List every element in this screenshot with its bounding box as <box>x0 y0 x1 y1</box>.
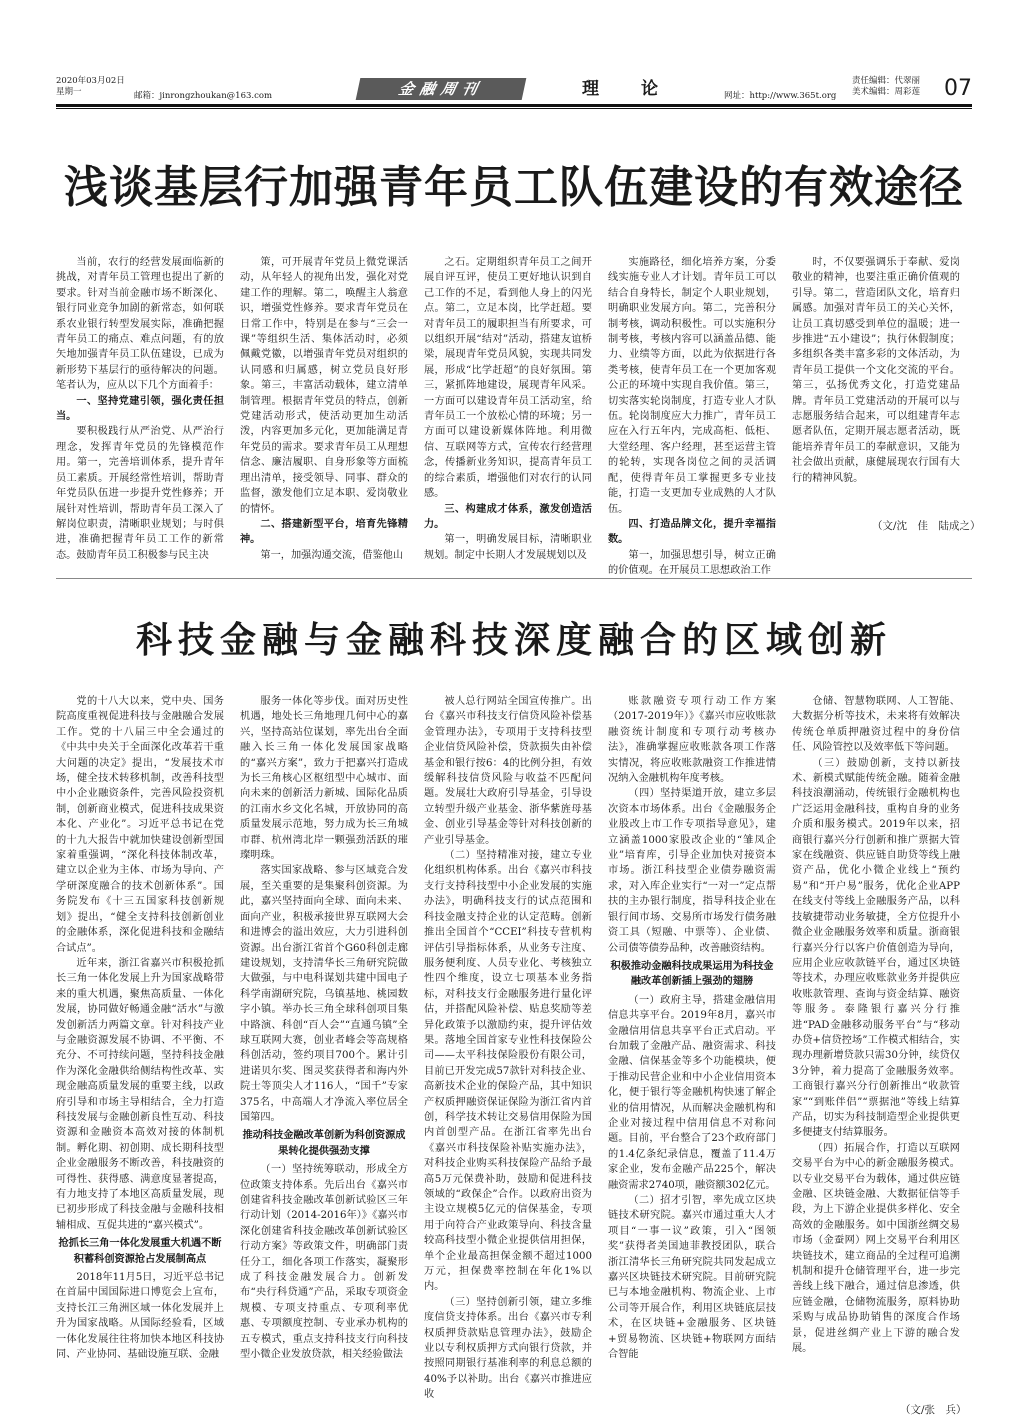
paragraph: （三）坚持创新引领，建立多维度信贷支持体系。出台《嘉兴市专利权质押贷款贴息管理办法》，鼓励企业以专利权质押方式向银行贷款，并按照同期银行基准利率的利息总额的40%予以补助。出台《嘉兴市推进应收 <box>424 1296 592 1401</box>
article1-column <box>240 255 408 561</box>
article1-byline: （文/沈 佳 陆成之） <box>872 520 981 532</box>
subheading: 二、搭建新型平台，培育先锋精神。 <box>240 517 408 546</box>
article2-column <box>56 694 224 1400</box>
article2-column <box>792 694 960 1400</box>
paragraph: 近年来，浙江省嘉兴市积极抢抓长三角一体化发展上升为国家战略带来的重大机遇，聚焦高质量、一体化发展，协同做好畅通金融“活水”与激发创新活力两篇文章。针对科技产业与金融资源发展不协调、不平衡、不充分、不可持续问题，坚持科技金融作为深化金融供给侧结构性改革、实现金融高质量发展的重要主线，以政府引导和市场主导相结合，全力打造科技发展与金融创新良性互动、科技资源和金融资本高效对接的体制机制。孵化期、初创期、成长期科技型企业金融服务不断改善，科技融资的可得性、获得感、满意度显著提高，有力地支持了本地区高质量发展，现已初步形成了科技金融与金融科技相辅相成、互促共进的“嘉兴模式”。 <box>56 957 224 1231</box>
paragraph: 仓储、智慧物联网、人工智能、大数据分析等技术，未来将有效解决传统仓单质押融资过程中的身份信任、风险管控以及效率低下等问题。 <box>792 696 960 754</box>
article2-column <box>240 694 408 1400</box>
date-text: 2020年03月02日 <box>56 76 125 86</box>
issue-date <box>56 76 125 98</box>
paragraph: 策，可开展青年党员上微党课活动，从年轻人的视角出发，强化对党建工作的理解。第二，唤醒主人翁意识，增强党性修养。要求青年党员在日常工作中，特别是在参与“三会一课”等组织生活、集体活动时，必须佩戴党徽，以增强青年党员对组织的认同感和归属感，树立党员良好形象。第三，丰富活动载体，建立清单制管理。根据青年党员的特点，创新党建活动形式，使活动更加生动活泼，内容更加多元化，更加能满足青年党员的需求。要求青年员工从理想信念、廉洁履职、自身形象等方面梳理出清单，接受领导、同事、群众的监督，激发他们立足本职、爱岗敬业的情怀。 <box>240 257 408 515</box>
paragraph: 实施路径，细化培养方案，分委线实施专业人才计划。青年员工可以结合自身特长，制定个人职业规划，明确职业发展方向。第二，完善积分制考核，调动积极性。可以实施积分制考核，考核内容可以涵盖品德、能力、业绩等方面，以此为依据进行各类考核，使青年员工在一个更加客观公正的环境中实现自我价值。第三，切实落实轮岗制度，打造专业人才队伍。轮岗制度应大力推广，青年员工应在入行五年内，完成高柜、低柜、大堂经理、客户经理，甚至运营主管的轮转，实现各岗位之间的灵活调配，使得青年员工掌握更多专业技能，打造一支更加专业成熟的人才队伍。 <box>608 257 776 515</box>
subheading: 抢抓长三角一体化发展重大机遇不断积蓄科创资源抢占发展制高点 <box>58 1237 222 1265</box>
paragraph: （一）政府主导，搭建金融信用信息共享平台。2019年8月，嘉兴市金融信用信息共享平台正式启动。平台加载了金融产品、融资需求、科技金融、信保基金等多个功能模块，便于推动民营企业和中小企业信用资本化，便于银行等金融机构快速了解企业的信用情况，从而解决金融机构和企业对接过程中信用信息不对称问题。目前，平台整合了23个政府部门的1.4亿条纪录信息，覆盖了11.4万家企业，发布金融产品225个，解决融资需求2740项，融资额302亿元。 <box>608 994 776 1191</box>
masthead-rule <box>56 104 972 107</box>
article-divider <box>56 578 972 579</box>
paragraph: 第一，加强沟通交流，借鉴他山 <box>260 549 404 561</box>
subheading: 三、构建成才体系，激发创造活力。 <box>424 502 592 530</box>
paragraph: 时，不仅要强调乐于奉献、爱岗敬业的精神，也要注重正确价值观的引导。第二，营造团队文化，培育归属感。加强对青年员工的关心关怀，让员工真切感受到单位的温暖；进一步推进“五小建设”；执行休假制度；多组织各类丰富多彩的文体活动，为青年员工提供一个文化交流的平台。第三，弘扬优秀文化，打造党建品牌。青年员工党建活动的开展可以与志愿服务结合起来，可以组建青年志愿者队伍，定期开展志愿者活动，既能培养青年员工的奉献意识，又能为社会做出贡献，康健展现农行国有大行的精神风貌。 <box>792 257 960 484</box>
paragraph: （四）坚持渠道开放，建立多层次资本市场体系。出台《金融服务企业股改上市工作专项指导意见》，建立涵盖1000家股改企业的“雏凤企业”培育库，引导企业加快对接资本市场。浙江科技型企业债券融资需求，对入库企业实行“一对一”定点帮扶的主办银行制度，指导科技企业在银行间市场、交易所市场发行债务融资工具（短融、中票等）、企业债、公司债等债券品种，改善融资结构。 <box>608 788 776 954</box>
weekday-text: 星期一 <box>56 87 82 97</box>
article1-column <box>424 255 592 561</box>
editors-block <box>852 76 920 98</box>
article1-column <box>792 255 960 517</box>
page-number: 07 <box>944 76 972 101</box>
article1-headline: 浅谈基层行加强青年员工队伍建设的有效途径 <box>64 162 964 213</box>
paragraph: 2018年11月5日，习近平总书记在首届中国国际进口博览会上宣布，支持长江三角洲区域一体化发展并上升为国家战略。从国际经验看，区域一体化发展往往将加快本地区科技协同、产业协同、基础设施互联、金融 <box>56 1272 224 1361</box>
brand-logo: 金融周刊 <box>356 78 527 100</box>
paragraph: 第一，加强思想引导，树立正确的价值观。在开展员工思想政治工作 <box>608 549 776 577</box>
art-editor-text: 美术编辑：周彩莲 <box>852 87 921 97</box>
masthead <box>56 76 972 104</box>
website-text: 网址：http://www.365t.org <box>724 91 837 101</box>
subheading: 推动科技金融改革创新为科创资源成果转化提供强劲支撑 <box>242 1129 406 1157</box>
paragraph: （三）鼓励创新，支持以新技术、新模式赋能传统金融。随着金融科技浪潮涌动，传统银行金融机构也广泛运用金融科技，重构自身的业务介质和服务模式。2019年以来，招商银行嘉兴分行创新和推广票据大管家在线融资、供应链自助贷等线上融资产品，优化小微企业线上“预约易”和“开户易”服务，优化企业APP在线支付等线上金融服务产品，以科技敏捷带动业务敏捷，全方位提升小微企业金融服务效率和质量。浙商银行嘉兴分行以客户价值创造为导向，应用企业应收款链平台，通过区块链等技术，办理应收账款业务并提供应收账款管理、查询与资金结算、融资等服务。泰隆银行嘉兴分行推进“PAD金融移动服务平台”与“移动办贷+信贷控场”工作模式相结合，实现办理新增贷款只需30分钟，续贷仅3分钟，着力提高了金融服务效率。工商银行嘉兴分行创新推出“收款管家”“到账伴侣”“票据池”等线上结算产品，切实为科技制造型企业提供更多便捷支付结算服务。 <box>792 757 960 1139</box>
subheading: 四、打造品牌文化，提升幸福指数。 <box>608 517 776 546</box>
paragraph: （一）坚持统筹联动，形成全方位政策支持体系。先后出台《嘉兴市创建省科技金融改革创新试验区三年行动计划（2014-2016年）》《嘉兴市深化创建省科技金融改革创新试验区行动方案》等政策文件，明确部门责任分工，细化各项工作落实，凝聚形成了科技金融发展合力。创新发布“央行科贷通”产品，采取专项资金规模、专项支持重点、专项利率优惠、专项额度控制、专业承办机构的五专模式，重点支持科技支行向科技型小微企业发放贷款，相关经验做法 <box>240 1164 408 1361</box>
masthead-rule-thin <box>56 108 972 109</box>
paragraph: 之石。定期组织青年员工之间开展自评互评，使员工更好地认识到自己工作的不足，看到他人身上的闪光点。第二，立足本岗，比学赶超。要对青年员工的履职担当有所要求，可以组织开展“结对”活动，搭建友谊桥梁，展现青年党员风貌，实现共同发展，形成“比学赶超”的良好氛围。第三，紧抓阵地建设，展现青年风采。一方面可以建设青年员工活动室，给青年员工一个放松心情的环境；另一方面可以建设新媒体阵地。利用微信、互联网等方式，宣传农行经营理念，传播新业务知识，提高青年员工的综合素质，增强他们对农行的认同感。 <box>424 257 592 500</box>
article2-headline: 科技金融与金融科技深度融合的区域创新 <box>135 620 892 661</box>
paragraph: 第一，明确发展目标，清晰职业规划。制定中长期人才发展规划以及 <box>424 534 592 561</box>
paragraph: 党的十八大以来，党中央、国务院高度重视促进科技与金融融合发展工作。党的十八届三中全会通过的《中共中央关于全面深化改革若干重大问题的决定》提出，“发展技术市场，健全技术转移机制，改善科技型中小企业融资条件，完善风险投资机制，创新商业模式，促进科技成果资本化、产业化”。习近平总书记在党的十九大报告中就加快建设创新型国家着重强调，“深化科技体制改革，建立以企业为主体、市场为导向、产学研深度融合的技术创新体系”。国务院发布《十三五国家科技创新规划》提出，“健全支持科技创新创业的金融体系，深化促进科技和金融结合试点”。 <box>56 696 224 954</box>
article2-column <box>424 694 592 1400</box>
paragraph: 落实国家战略、参与区域竞合发展，至关重要的是集聚科创资源。为此，嘉兴坚持面向全球、面向未来、面向产业，积极承接世界互联网大会和进博会的溢出效应，大力引进科创资源。出台浙江省首个G60科创走廊建设规划，支持清华长三角研究院做大做强，与中电科谋划共建中国电子科学南湖研究院，乌镇基地、桃园数字小镇。举办长三角全球科创项目集中路演、科创“百人会”“直通乌镇”全球互联网大赛，创业者峰会等高规格科创活动，签约项目700个。累计引进诺贝尔奖、图灵奖获得者和海内外院士等顶尖人才116人，“国千”专家375名，中高端人才净流入率位居全国第四。 <box>240 865 408 1123</box>
paragraph: 被人总行网站全国宣传推广。出台《嘉兴市科技支行信贷风险补偿基金管理办法》，专项用于支持科技型企业信贷风险补偿，贷款损失由补偿基金和银行按6：4的比例分担，有效缓解科技信贷风险与收益不匹配问题。发展壮大政府引导基金，引导设立转型升级产业基金、浙华紫旌母基金、创业引导基金等针对科技创新的产业引导基金。 <box>424 696 592 846</box>
paragraph: 当前，农行的经营发展面临新的挑战，对青年员工管理也提出了新的要求。针对当前金融市场不断深化、银行同业竞争加剧的新常态，如何联系农业银行转型发展实际，准确把握青年员工的痛点、难点问题，有的放矢地加强青年员工队伍建设，已成为新形势下基层行的亟待解决的问题。笔者认为，应从以下几个方面着手： <box>56 257 224 392</box>
article1-column <box>608 255 776 577</box>
paragraph: 要积极践行从严治党、从严治行理念，发挥青年党员的先锋模范作用。第一，完善培训体系，提升青年员工素质。开展经常性培训，帮助青年党员队伍进一步提升党性修养；开展针对性培训，帮助青年员工深入了解岗位职责，清晰职业规划；与时俱进，准确把握青年员工工作的新常态。鼓励青年员工积极参与民主决 <box>56 426 224 561</box>
paragraph: 服务一体化等步伐。面对历史性机遇，地处长三角地理几何中心的嘉兴，坚持高站位谋划，率先出台全面融入长三角一体化发展国家战略的“嘉兴方案”，致力于把嘉兴打造成为长三角核心区枢纽型中心城市、面向未来的创新活力新城、国际化品质的江南水乡文化名城，开放协同的高质量发展示范地，努力成为长三角城市群、杭州湾北岸一颗强劲活跃的璀璨明珠。 <box>240 696 408 862</box>
paragraph: 账款融资专项行动工作方案（2017-2019年）》《嘉兴市应收账款融资统计制度和专项行动考核办法》，准确掌握应收账款各项工作落实情况，将应收账款融资工作推进情况纳入金融机构年度考核。 <box>608 696 776 785</box>
editor-text: 责任编辑：代翠丽 <box>852 76 921 86</box>
paragraph: （二）招才引智，率先成立区块链技术研究院。嘉兴市通过重大人才项目“一事一议”政策，引入“图领奖”获得者美国迪菲教授团队，联合浙江清华长三角研究院共同发起成立嘉兴区块链技术研究院。目前研究院已与本地金融机构、物流企业、上市公司等开展合作，利用区块链底层技术，在区块链+金融服务、区块链+贸易物流、区块链+物联网方面结合智能 <box>608 1195 776 1361</box>
article2-column <box>608 694 776 1400</box>
subheading: 积极推动金融科技成果运用为科技金融改革创新插上强劲的翅膀 <box>610 959 774 988</box>
article2-body <box>56 694 960 1400</box>
article2-byline: （文/张 兵） <box>900 1404 967 1416</box>
section-title: 理 论 <box>582 79 676 99</box>
paragraph: （二）坚持精准对接，建立专业化组织机构体系。出台《嘉兴市科技支行支持科技型中小企业发展的实施办法》，明确科技支行的试点范围和科技金融支持企业的认定范畴。创新推出全国首个“CCEI”科技专营机构评估引导指标体系，从业务专注度、服务便利度、人员专业化、考核独立性四个维度，设立七项基本业务指标，对科技支行金融服务进行量化评估，并搭配风险补偿、贴息奖励等差异化政策予以激励约束，提升评估效果。落地全国首家专业性科技保险公司——太平科技保险股份有限公司，目前已开发完成57款针对科技企业、高新技术企业的保险产品，其中知识产权质押融资保证保险为浙江省内首创，科学技术转让交易信用保险为国内首创型产品。在浙江省率先出台《嘉兴市科技保险补贴实施办法》，对科技企业购买科技保险产品给予最高5万元保费补助，鼓励和促进科技领域的“政保企”合作。以政府出资为主设立规模5亿元的信保基金，专项用于向符合产业政策导向、科技含量较高科技型小微企业提供信用担保，单个企业最高担保金额不超过1000万元，担保费率控制在年化1%以内。 <box>424 850 592 1293</box>
paragraph: （四）拓展合作，打造以互联网交易平台为中心的新金融服务模式。以专业交易平台为载体，通过供应链金融、区块链金融、大数据征信等手段，为上下游企业提供多样化、安全高效的金融服务。如中国浙丝绸交易市场（金蚕网）网上交易平台利用区块链技术，建立商品的全过程可追溯机制和提升仓储管理平台，进一步完善线上线下融合，通过信息渗透，供应链金融，仓储物流服务，原料协助采购与成品协助销售的深度合作场景，促进丝绸产业上下游的融合发展。 <box>792 1142 960 1355</box>
subheading: 一、坚持党建引领，强化责任担当。 <box>56 394 224 423</box>
email-text: 邮箱：jinrongzhoukan@163.com <box>134 91 273 101</box>
article1-column <box>56 255 224 561</box>
